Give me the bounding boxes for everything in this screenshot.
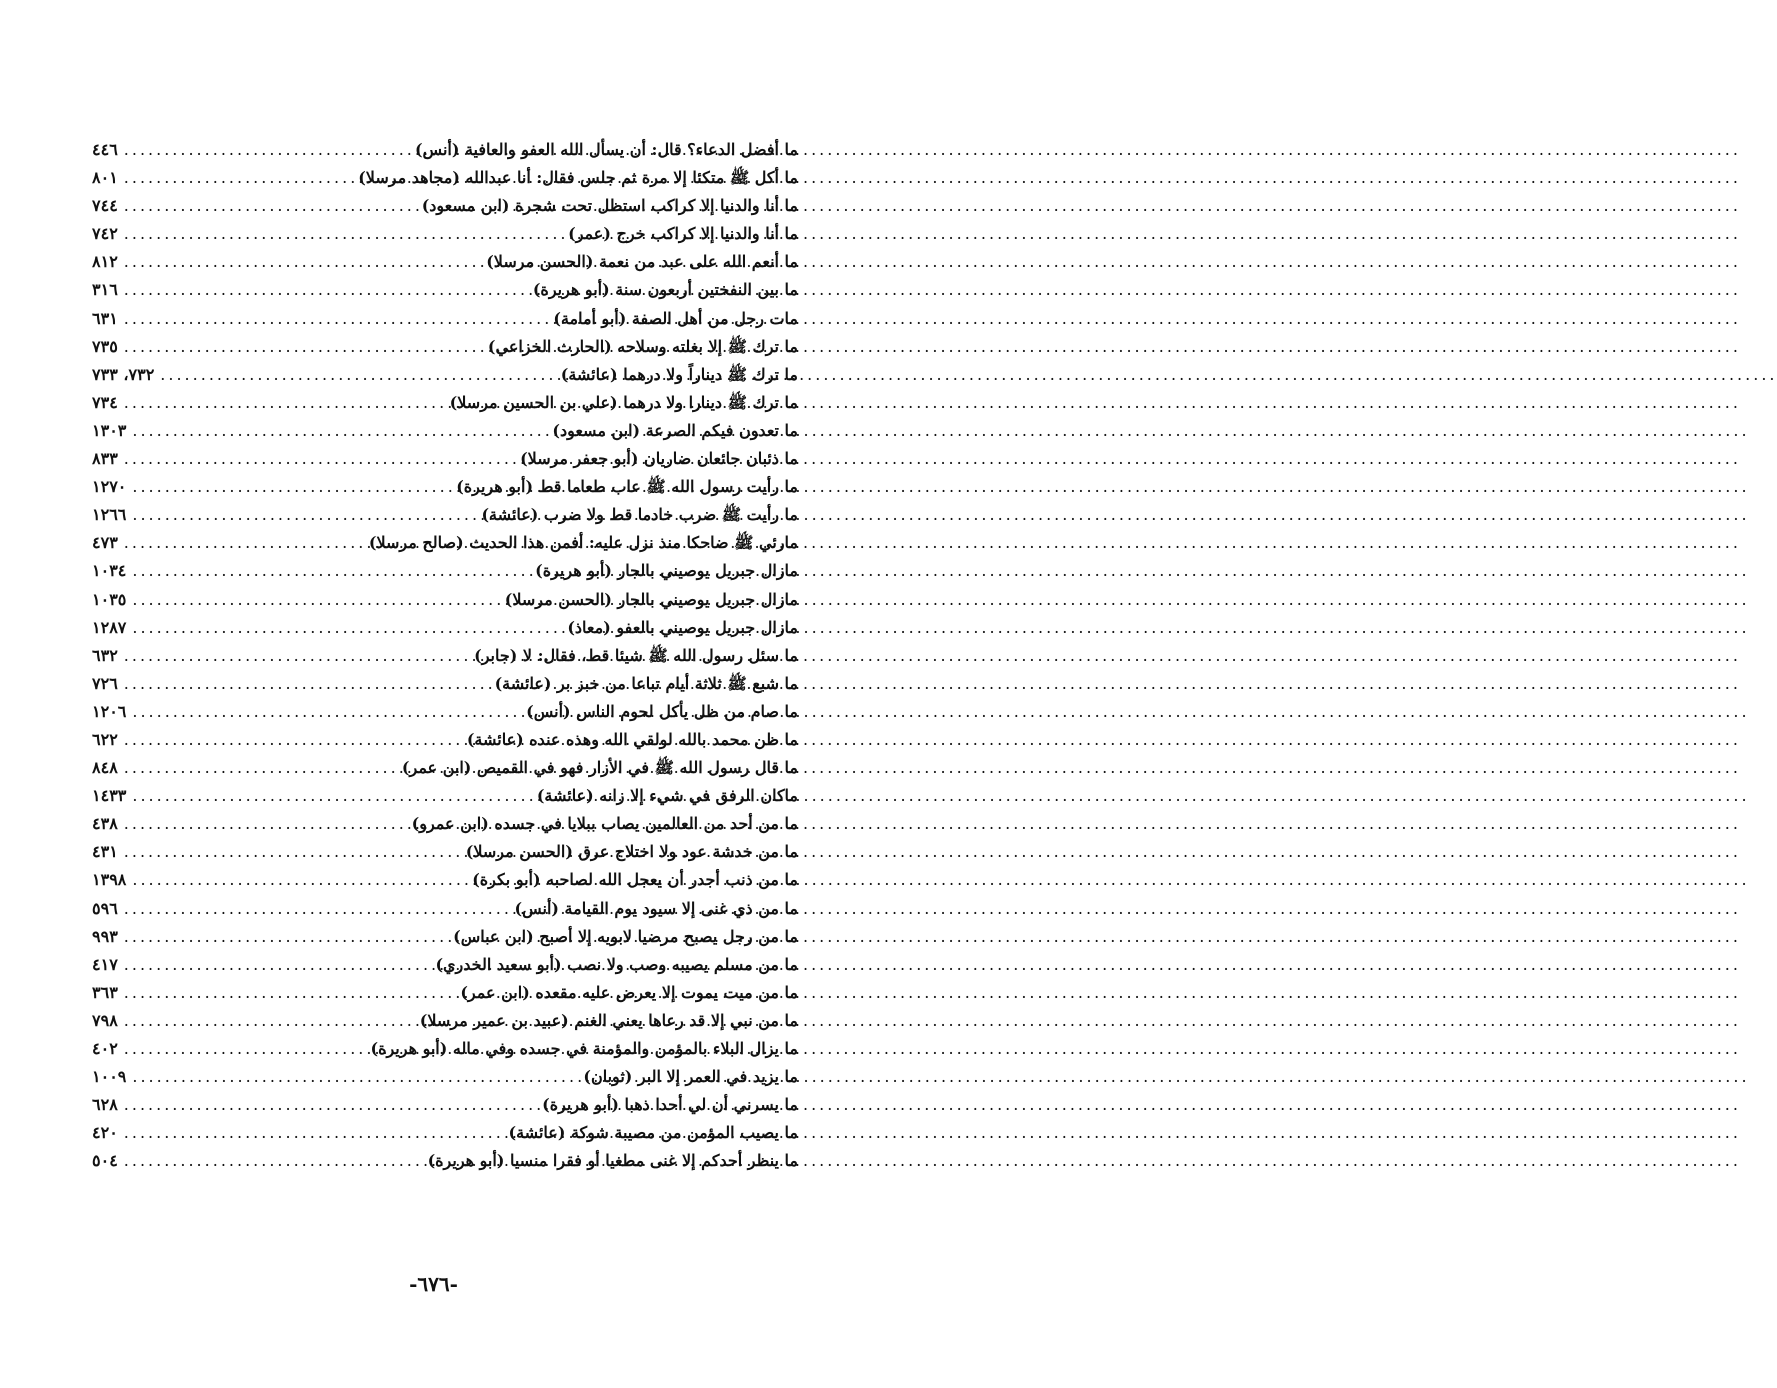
index-entry xyxy=(92,501,798,529)
dot-leader xyxy=(124,754,398,782)
index-entry xyxy=(92,417,798,445)
entry-page-number: ٤٣١ xyxy=(92,842,118,862)
entry-hadith-text: ما ترك ﷺ إلا بغلته وسلاحه (الحارث الخزاعي) xyxy=(487,336,798,356)
index-entry xyxy=(92,670,798,698)
index-entry xyxy=(92,810,798,838)
entry-hadith-text: ما يصيب المؤمن من مصيبة شوكة (عائشة) xyxy=(508,1123,798,1143)
entry-hadith-text: ما رأيت ﷺ ضرب خادما قط ولا ضرب (عائشة) xyxy=(481,505,798,525)
entry-page-number: ٥٩٦ xyxy=(92,898,118,918)
dot-leader xyxy=(124,276,529,304)
index-entry xyxy=(92,361,798,389)
entry-hadith-text: ما أنا والدنيا إلا كراكب استظل تحت شجرة (ابن مسعود) xyxy=(421,196,798,216)
entry-hadith-text: ما يزيد في العمر إلا البر (ثوبان) xyxy=(583,1067,798,1087)
dot-leader xyxy=(124,1147,424,1175)
dot-leader xyxy=(124,923,449,951)
index-entry xyxy=(92,951,798,979)
index-entry xyxy=(92,220,798,248)
dot-leader xyxy=(132,614,563,642)
entry-page-number: ١٢٨٧ xyxy=(92,617,127,637)
entry-page-number: ١٢٦٦ xyxy=(92,505,127,525)
entry-hadith-text: ما قال رسول الله ﷺ في الأزار فهو في القميص (ابن عمر) xyxy=(401,758,798,778)
dot-leader xyxy=(124,838,462,866)
dot-leader xyxy=(124,305,550,333)
dot-leader xyxy=(124,810,408,838)
entry-hadith-text: ما رأيت رسول الله ﷺ عاب طعاما قط (أبو هريرة) xyxy=(456,477,798,497)
entry-page-number: ٨٣٣ xyxy=(92,449,118,469)
entry-hadith-text: ما أكل ﷺ متكئا إلا مرة ثم جلس فقال: أنا عبدالله (مجاهد مرسلا) xyxy=(358,168,798,188)
dot-leader xyxy=(124,895,511,923)
entry-hadith-text: ما ظن محمد بالله لولقي الله وهذه عنده (عائشة) xyxy=(466,729,798,749)
entry-page-number: ٤٣٨ xyxy=(92,814,118,834)
entry-page-number: ١٣٩٨ xyxy=(92,870,127,890)
entry-hadith-text: مارئي ﷺ ضاحكا منذ نزل عليه: أفمن هذا الحديث (صالح مرسلا) xyxy=(368,533,798,553)
entry-page-number: ١٠٣٤ xyxy=(92,561,127,581)
entry-page-number: ١٤٣٣ xyxy=(92,786,127,806)
dot-leader xyxy=(124,979,457,1007)
entry-page-number: ٦٢٨ xyxy=(92,1095,118,1115)
index-entry xyxy=(92,838,798,866)
dot-leader xyxy=(132,417,548,445)
index-entry xyxy=(92,1035,798,1063)
entry-hadith-text: ما من مسلم يصيبه وصب ولا نصب (أبو سعيد الخدري) xyxy=(435,954,798,974)
dot-leader xyxy=(160,361,556,389)
entry-hadith-text: ما أنا والدنيا إلا كراكب خرج (عمر) xyxy=(568,224,798,244)
entry-page-number: ٧٤٤ xyxy=(92,196,118,216)
entry-page-number: ٥٠٤ xyxy=(92,1151,118,1171)
entry-page-number: ٨١٢ xyxy=(92,252,118,272)
entry-hadith-text: ما من ذنب أجدر أن يعجل الله لصاحبه (أبو بكرة) xyxy=(472,870,798,890)
index-entry xyxy=(92,866,798,894)
entry-hadith-text: مازال جبريل يوصيني بالجار (أبو هريرة) xyxy=(535,561,798,581)
dot-leader xyxy=(132,557,531,585)
dot-leader xyxy=(124,951,432,979)
entry-hadith-text: ما صام من ظل يأكل لحوم الناس (أنس) xyxy=(526,701,798,721)
index-entry xyxy=(92,305,798,333)
page-number: -٦٧٦- xyxy=(409,1272,458,1296)
entry-hadith-text: ماكان الرفق في شيء إلا زانه (عائشة) xyxy=(536,786,798,806)
entry-page-number: ٩٩٣ xyxy=(92,926,118,946)
index-entry xyxy=(92,923,798,951)
entry-page-number: ١٢٠٦ xyxy=(92,701,127,721)
entry-page-number: ٧٣٥ xyxy=(92,336,118,356)
entry-hadith-text: ما ترك ﷺ ديناراً ولا درهما (عائشة) xyxy=(560,364,798,384)
entry-hadith-text: ما من خدشة عود ولا اختلاج عرق (الحسن مرسلا) xyxy=(465,842,798,862)
dot-leader xyxy=(132,501,477,529)
index-entry xyxy=(92,1007,798,1035)
index-entry xyxy=(92,192,798,220)
entry-hadith-text: ما من رجل يصبح مرضيا لابويه إلا أصبح (ابن عباس) xyxy=(453,926,798,946)
entry-page-number: ٣١٦ xyxy=(92,280,118,300)
index-entry xyxy=(92,1147,798,1175)
dot-leader xyxy=(124,220,564,248)
dot-leader xyxy=(124,1119,505,1147)
dot-leader xyxy=(132,698,522,726)
entry-page-number: ٧٤٢ xyxy=(92,224,118,244)
dot-leader xyxy=(124,726,463,754)
entry-hadith-text: مات رجل من أهل الصفة (أبو أمامة) xyxy=(553,308,798,328)
dot-leader xyxy=(132,473,452,501)
index-entry xyxy=(92,1091,798,1119)
index-entry xyxy=(92,586,798,614)
entry-hadith-text: ما ترك ﷺ دينارا ولا درهما (علي بن الحسين مرسلا) xyxy=(449,392,798,412)
index-entry xyxy=(92,614,798,642)
entry-page-number: ٧٣٢، ٧٣٣ xyxy=(92,364,155,384)
index-entry xyxy=(92,136,798,164)
index-entry xyxy=(92,529,798,557)
index-entry xyxy=(92,979,798,1007)
index-entry xyxy=(92,895,798,923)
entry-page-number: ١٣٠٣ xyxy=(92,420,127,440)
dot-leader xyxy=(124,670,491,698)
entry-page-number: ٤٧٣ xyxy=(92,533,118,553)
entry-page-number: ٦٣٢ xyxy=(92,645,118,665)
entry-hadith-text: ما ذئبان جائعان ضاريان (أبو جعفر مرسلا) xyxy=(520,449,798,469)
entry-hadith-text: ما شبع ﷺ ثلاثة أيام تباعا من خبز بر (عائشة) xyxy=(494,673,798,693)
entry-hadith-text: ما من أحد من العالمين يصاب ببلايا في جسده (ابن عمرو) xyxy=(411,814,798,834)
hadith-index-list xyxy=(92,136,798,1175)
entry-hadith-text: ما يزال البلاء بالمؤمن والمؤمنة في جسده وفي ماله (أبو هريرة) xyxy=(370,1039,798,1058)
dot-leader xyxy=(124,248,482,276)
index-entry xyxy=(92,1063,798,1091)
index-entry xyxy=(92,333,798,361)
index-entry xyxy=(92,445,798,473)
entry-page-number: ٦٢٢ xyxy=(92,729,118,749)
entry-hadith-text: ما تعدون فيكم الصرعة (ابن مسعود) xyxy=(552,420,798,440)
index-entry xyxy=(92,726,798,754)
entry-hadith-text: ما من ذي غنى إلا سيود يوم القيامة (أنس) xyxy=(514,898,798,918)
entry-page-number: ٤١٧ xyxy=(92,954,118,974)
entry-page-number: ٧٩٨ xyxy=(92,1010,118,1030)
entry-hadith-text: ما من نبي إلا قد رعاها يعني الغنم (عبيد بن عمير مرسلا) xyxy=(419,1010,798,1030)
entry-hadith-text: ما من ميت يموت إلا يعرض عليه مقعده (ابن عمر) xyxy=(460,982,798,1002)
index-entry xyxy=(92,389,798,417)
index-entry xyxy=(92,473,798,501)
entry-page-number: ٣٦٣ xyxy=(92,982,118,1002)
dot-leader xyxy=(124,333,484,361)
entry-hadith-text: ما سئل رسول الله ﷺ شيئا قط، فقال: لا (جابر) xyxy=(474,645,798,665)
dot-leader xyxy=(132,586,500,614)
dot-leader xyxy=(124,529,365,557)
dot-leader xyxy=(124,1035,367,1063)
entry-page-number: ٨٤٨ xyxy=(92,758,118,778)
dot-leader xyxy=(124,192,418,220)
dot-leader xyxy=(124,1007,416,1035)
index-entry xyxy=(92,1119,798,1147)
entry-page-number: ١٠٠٩ xyxy=(92,1067,127,1087)
dot-leader xyxy=(124,445,516,473)
entry-page-number: ٤٤٦ xyxy=(92,140,118,159)
dot-leader xyxy=(124,642,470,670)
entry-hadith-text: ما أفضل الدعاء؟ قال: أن يسأل الله العفو والعافية (أنس) xyxy=(414,140,798,159)
index-entry xyxy=(92,248,798,276)
index-page xyxy=(0,0,867,1388)
index-entry xyxy=(92,276,798,304)
dot-leader xyxy=(132,866,468,894)
index-entry xyxy=(92,557,798,585)
dot-leader xyxy=(124,136,411,164)
index-entry xyxy=(92,782,798,810)
entry-hadith-text: مازال جبريل يوصيني بالعفو (معاذ) xyxy=(567,617,798,637)
index-entry xyxy=(92,164,798,192)
entry-page-number: ٧٣٤ xyxy=(92,392,118,412)
entry-hadith-text: ما ينظر أحدكم إلا غنى مطغيا أو فقرا منسيا (أبو هريرة) xyxy=(427,1151,798,1171)
index-entry xyxy=(92,698,798,726)
dot-leader xyxy=(132,782,532,810)
entry-hadith-text: ما يسرني أن لي أحدا ذهبا (أبو هريرة) xyxy=(542,1095,798,1115)
entry-page-number: ١٢٧٠ xyxy=(92,477,127,497)
entry-page-number: ٤٢٠ xyxy=(92,1123,118,1143)
entry-page-number: ٨٠١ xyxy=(92,168,118,188)
entry-page-number: ٧٢٦ xyxy=(92,673,118,693)
entry-hadith-text: ما بين النفختين أربعون سنة (أبو هريرة) xyxy=(532,280,798,300)
dot-leader xyxy=(124,389,446,417)
entry-hadith-text: مازال جبريل يوصيني بالجار (الحسن مرسلا) xyxy=(504,589,798,609)
dot-leader xyxy=(124,1091,538,1119)
index-entry xyxy=(92,642,798,670)
entry-page-number: ١٠٣٥ xyxy=(92,589,127,609)
dot-leader xyxy=(124,164,354,192)
dot-leader xyxy=(132,1063,579,1091)
entry-hadith-text: ما أنعم الله على عبد من نعمة (الحسن مرسلا) xyxy=(486,252,798,272)
entry-page-number: ٤٠٢ xyxy=(92,1039,118,1058)
index-entry xyxy=(92,754,798,782)
entry-page-number: ٦٣١ xyxy=(92,308,118,328)
